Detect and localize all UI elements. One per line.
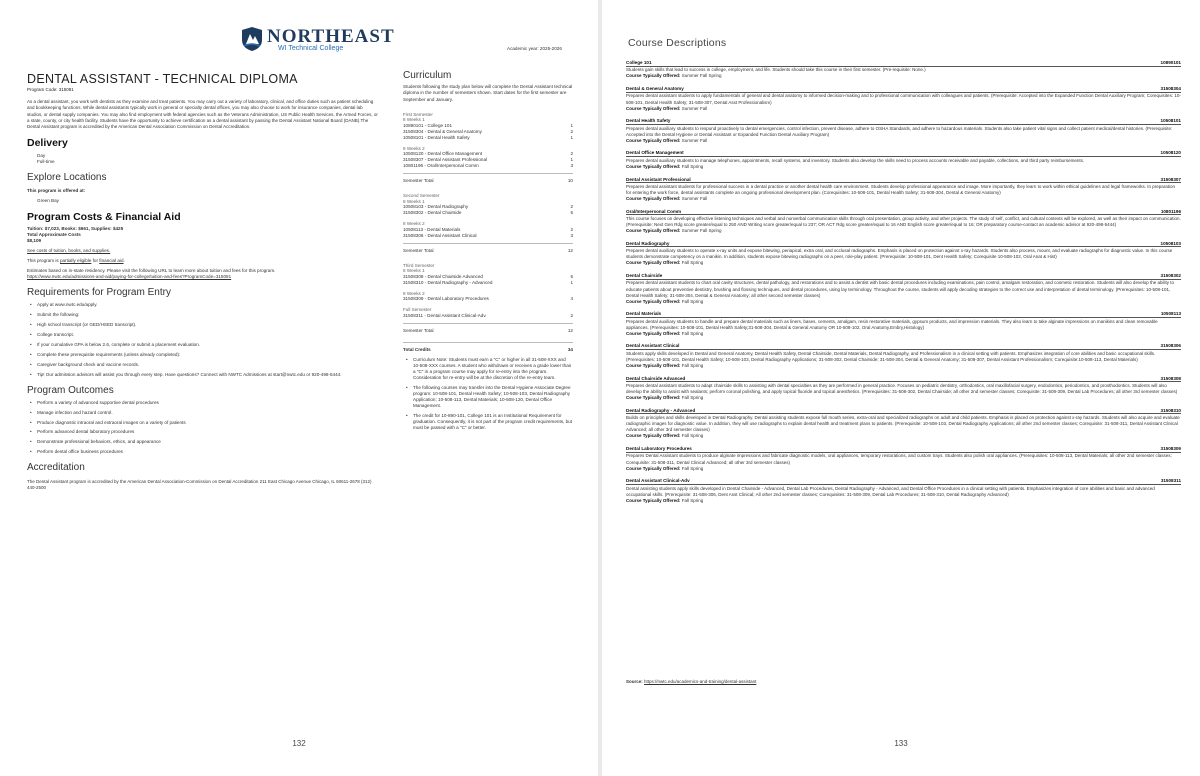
course-header: [626, 376, 1181, 383]
logo-emblem-icon: [240, 26, 264, 52]
partially-eligible-link[interactable]: partially eligible: [59, 258, 92, 264]
financial-aid-link[interactable]: financial aid: [99, 258, 124, 264]
course-offered: Course Typically Offered: Fall Spring: [626, 497, 704, 503]
tuition-url-link[interactable]: https://www.nwtc.edu/admissions-and-aid/paying-for-college/tuition-and-fees?ProgramCode=315081: [27, 274, 232, 280]
list-item: • Caregiver background check and vaccine records.: [27, 362, 379, 368]
course-description: Prepares dental auxiliary students to handle and prepare dental materials such as liners, bases, cements, amalgam, resin restorative materials, gypsum products, and impression materials. They also learn to take alginate impressions on manikins and clean removable appliances. (Prerequisites: 10-508-101, Dental Health Safety;31-508-304, Dental & General Anatomy OR 10-508-102, Oral Anatomy,Embry,Histology): [626, 318, 1158, 330]
course-header: [626, 241, 1181, 248]
course-entry: [626, 209, 1181, 235]
list-item: • Tip! Our admission advisors will assist you through every step. Have questions? Connect with NWTC Admissions at start@nwtc.edu or 920-498-5444.: [27, 372, 379, 378]
course-description: Prepares dental assistant students for professional success in a dental practice or another dental health care environment. Students develop professional appearance and image. More importantly, they learn to work within ethical guidelines and legal frameworks. In preparation for entering the work force, dental assistants complete an ongoing professional development plan. (Corequisites: 10-508-101, Dental Health Safety; 31-508-304, Dental & General Anatomy): [626, 183, 1175, 195]
source-line: Source: https://nwtc.edu/academics-and-training/dental-assistant: [626, 679, 757, 684]
semester-name: Second Semester: [403, 193, 440, 199]
locations-offered: This program is offered at:: [27, 188, 86, 194]
course-description: Prepares dental auxiliary students to manage telephones, appointments, recall systems, and inventory. Students also develop the skills need to process accounts receivable and payable, collections, and third party reimbursements.: [626, 157, 1085, 163]
course-offered: Course Typically Offered: Fall Spring: [626, 330, 704, 336]
course-header: [626, 343, 1181, 350]
week-label: 8 Weeks 2: [403, 221, 425, 227]
course-offered: Course Typically Offered: Fall Spring: [626, 298, 704, 304]
course-row: 10508120 - Dental Office Management 2: [403, 151, 573, 157]
course-offered: Course Typically Offered: Summer Fall: [626, 105, 708, 111]
list-item: • Curriculum Note: Students must earn a "C" or higher in all 31-508-XXX and 10-508-XXX courses. A student who withdraws or receives a grade lower than a "C" in a program course may apply for re-entry into the program. Consideration for re-entry will be at the discretion of the re-entry team.: [403, 357, 573, 381]
list-item: • If your cumulative GPA is below 2.6, complete or submit a placement evaluation.: [27, 342, 379, 348]
course-code: 10890101: [1160, 60, 1181, 65]
course-code: 10801196: [1160, 208, 1181, 214]
course-name: Dental Assistant Clinical: [626, 343, 680, 349]
week-label: 8 Weeks 2: [403, 145, 425, 151]
semester-total: Semester Total 12: [403, 323, 573, 334]
curriculum-heading: Curriculum: [403, 70, 452, 81]
week-label: Full Semester: [403, 307, 432, 313]
list-item: • Produce diagnostic intraoral and extraoral images on a variety of patients: [27, 420, 379, 426]
total-cost-value: $8,109: [27, 238, 42, 244]
curriculum-intro: Students following the study plan below will complete the Dental Assistant technical diploma in the number of semesters shown. Start dates for the first semester are September and January.: [403, 84, 573, 102]
costs-link[interactable]: See costs of tuition, books, and supplies.: [27, 248, 111, 254]
course-row: 10508101 - Dental Health Safety 1: [403, 134, 573, 140]
total-cost-label: Total Approximate Costs: [27, 232, 81, 238]
course-row: 31508304 - Dental & General Anatomy 2: [403, 128, 573, 134]
source-link[interactable]: https://nwtc.edu/academics-and-training/dental-assistant: [644, 679, 757, 684]
course-offered: Course Typically Offered: Summer Fall Spring: [626, 228, 722, 234]
course-header: [626, 311, 1181, 318]
course-entry: [626, 86, 1181, 112]
course-code: 10508113: [1160, 311, 1181, 317]
course-offered: Course Typically Offered: Fall Spring: [626, 395, 704, 401]
semester-name: First Semester: [403, 111, 433, 117]
program-info-column: [27, 72, 379, 491]
northeast-logo: [240, 26, 395, 56]
page-number: 132: [292, 739, 306, 748]
estimate-note: Estimates based on in-state residency. Please visit the following URL to learn more about tuition and fees for this program.: [27, 268, 276, 274]
course-header: [626, 177, 1181, 184]
course-row: 10890101 - College 101 1: [403, 122, 573, 128]
week-label: 8 Weeks 2: [403, 290, 425, 296]
course-header: [626, 209, 1181, 216]
course-entry: [626, 343, 1181, 369]
semester-first: [403, 112, 573, 185]
course-header: [626, 118, 1181, 125]
course-description: Prepares dental assistant students to adapt chairside skills to assisting with dental specialties as they are performed in general practice. Focuses on pediatric dentistry, orthodontics, oral maxillofacial surgery, endodontics, periodontics, and prosthodontics. Students will also develop the ability to assist with sealants; perform coronal polishing, and apply topical fluoride and topical anesthetics. (Prerequisites: 31-508-302, Dental Chairside; all other 2nd semester classes; Corequisite: 31-508-309, Dental Lab Procedures; all other 3rd semester classes): [626, 383, 1178, 395]
course-code: 10508101: [1160, 118, 1181, 124]
requirements-heading: Requirements for Program Entry: [27, 287, 171, 299]
course-header: [626, 150, 1181, 157]
course-code: 31508311: [1160, 478, 1181, 484]
course-name: Dental Materials: [626, 311, 662, 317]
course-code: 31508310: [1160, 407, 1181, 413]
course-description: Prepares dental auxiliary students to respond proactively to dental emergencies, control infection, prevent disease, adhere to OSHA Standards, and adhere to hazardous materials. Students also take patient vital signs and collect patient medical/dental histories. (Prerequisite: Accepted into the Dental Hygiene or Dental Assistant or Expanded Function Dental Auxiliary Program): [626, 125, 1173, 137]
course-description: Prepares dental assistant students to chart oral cavity structures, dental pathology, and restorations and to assist a dentist with basic dental procedures including examinations, pain control, amalgam restoration, and cosmetic restoration. Students will also develop the ability to educate patients about preventive dentistry, brushing and flossing techniques, and dental procedures, using lay terminology. Throughout the course, students will apply decoding strategies to the correct use and interpretation of dental terminology. (Prerequisites: 10-508-101, Dental Health Safety; 31-508-304, Dental & General Anatomy; all other second semester classes): [626, 280, 1174, 298]
course-name: College 101: [626, 60, 652, 65]
course-name: Dental Radiography - Advanced: [626, 407, 696, 413]
course-offered: Course Typically Offered: Summer Fall Spring: [626, 73, 722, 79]
list-item: • Perform advanced dental laboratory procedures: [27, 429, 379, 435]
curriculum-column: [403, 70, 573, 435]
semester-total: Semester Total 10: [403, 173, 573, 184]
course-header: [626, 408, 1181, 415]
list-item: • Complete these prerequisite requirements (unless already completed):: [27, 352, 379, 358]
course-code: 31508307: [1160, 176, 1181, 182]
delivery-heading: Delivery: [27, 137, 68, 150]
course-row: 31508309 - Dental Laboratory Procedures 4: [403, 296, 573, 302]
delivery-item: Day: [37, 153, 46, 159]
course-row: 10508103 - Dental Radiography 2: [403, 204, 573, 210]
course-header: [626, 60, 1181, 67]
page-number: 133: [894, 739, 908, 748]
course-descriptions-heading: Course Descriptions: [628, 37, 727, 49]
course-entry: [626, 478, 1181, 504]
semester-total: Semester Total 12: [403, 243, 573, 254]
course-name: Dental Health Safety: [626, 118, 671, 124]
course-entry: [626, 273, 1181, 305]
course-row: 31508310 - Dental Radiography - Advanced 1: [403, 279, 573, 285]
course-offered: Course Typically Offered: Fall Spring: [626, 363, 704, 369]
costs-heading: Program Costs & Financial Aid: [27, 211, 181, 224]
course-name: Dental Office Management: [626, 150, 684, 156]
page-left: [0, 0, 598, 776]
list-item: • College transcript.: [27, 332, 379, 338]
course-entry: [626, 241, 1181, 267]
program-description: As a dental assistant, you work with dentists as they examine and treat patients. You may carry out a variety of laboratory, clinical, and office duties such as patient scheduling and bookkeeping functions. While dental assistants typically work in general or specialty dental offices, you may also choose to work for insurance companies, dental lab studios, or dental supply companies. You may also find employment with federal agencies such as the Veterans Administration, US Public Health Services, the Armed Forces, or a state, county, or city health facility. Students have the opportunity to achieve certification as a dental assistant by passing the Dental Assistant National Board (DANB).The Dental Assistant program is accredited by the American Dental Association Commission on Dental Accreditation.: [27, 99, 378, 130]
course-row: 31508308 - Dental Chairside Advanced 5: [403, 273, 573, 279]
delivery-list: [27, 153, 379, 165]
course-header: [626, 478, 1181, 485]
week-label: 8 Weeks 1: [403, 198, 425, 204]
outcomes-heading: Program Outcomes: [27, 384, 114, 396]
semester-second: [403, 193, 573, 254]
course-description: Students apply skills developed in Dental and General Anatomy, Dental Health Safety, Dental Chairside, Dental Materials, Dental Radiography, and Professionalism in a clinical setting with patients. Emphasizes integration of core abilities and basic occupational skills. (Prerequisites: 10-508-101, Dental Health Safety; 10-508-103, Dental Radiography Applications; 31-508-302, Dental Chairside; 31-508-304, Dental & General Anatomy; 31-508-307, Dental Assistant Professionalism; Corequisite:10-508-113, Dental Materials): [626, 350, 1156, 362]
course-offered: Course Typically Offered: Fall Spring: [626, 465, 704, 471]
course-code: 31508308: [1160, 375, 1181, 381]
course-name: Dental Assistant Clinical-Adv: [626, 478, 690, 484]
course-code: 31508302: [1160, 273, 1181, 279]
list-item: • Perform a variety of advanced supportive dental procedures: [27, 400, 379, 406]
course-code: 10508103: [1160, 240, 1181, 246]
week-label: 8 Weeks 1: [403, 117, 425, 123]
course-code: 31508304: [1160, 86, 1181, 92]
logo-subtitle: WI Technical College: [278, 45, 344, 52]
course-entry: [626, 60, 1181, 79]
course-entry: [626, 376, 1181, 402]
course-offered: Course Typically Offered: Fall Spring: [626, 433, 704, 439]
course-row: 10508113 - Dental Materials 2: [403, 226, 573, 232]
list-item: • Manage infection and hazard control.: [27, 410, 379, 416]
course-name: Dental Chairside: [626, 273, 663, 279]
course-offered: Course Typically Offered: Summer Fall: [626, 137, 708, 143]
semester-name: Third Semester: [403, 262, 435, 268]
outcomes-list: [27, 400, 379, 455]
program-code: Program Code: 315081: [27, 87, 74, 92]
course-code: 10508120: [1160, 150, 1181, 156]
course-row: 31508307 - Dental Assistant Professional 1: [403, 157, 573, 163]
course-entry: [626, 177, 1181, 203]
locations-heading: Explore Locations: [27, 172, 107, 184]
curriculum-notes: [403, 357, 573, 431]
course-row: 10801196 - Oral/Interpersonal Comm 3: [403, 163, 573, 169]
course-name: Oral/Interpersonal Comm: [626, 208, 682, 214]
accreditation-heading: Accreditation: [27, 462, 85, 474]
course-description: This course focuses on developing effective listening techniques and verbal and nonverbal communication skills through oral presentation, group activity, and other projects. The study of self, conflict, and cultural contexts will be explored, as well as their impact on communication. (Prerequisite: Next Gen Rdg score greater/equal to 250 AND Writing score greater/equal to 237; OR ACT Rdg score greater/equal to 16 AND English score greater/equal to 16; OR preparatory course-contact an academic advisor at 920-498-5444): [626, 216, 1181, 228]
course-list: [626, 60, 1181, 510]
location-item: Green Bay: [37, 198, 59, 204]
course-header: [626, 86, 1181, 93]
tuition-line: Tuition: $7,023, Books: $661, Supplies: $425: [27, 226, 124, 232]
list-item: • High school transcript (or GED/HSED transcript).: [27, 322, 379, 328]
course-entry: [626, 408, 1181, 440]
course-description: Prepares dental assistant students to apply fundamentals of general and dental anatomy to informed decision-making and to professional communication with colleagues and patients. (Prerequisite: Accepted into the Expanded Function Dental Auxiliary Program; Corequisites: 10-508-101, Dental Health Safety; 31-508-307, Dental Asst Professionalism): [626, 93, 1181, 105]
semester-third: [403, 263, 573, 334]
course-description: Students gain skills that lead to success in college, employment, and life. Students should take this course in their first semester. (Pre-requisite: None.): [626, 67, 926, 73]
academic-year: Academic year: 2025-2026: [507, 46, 562, 51]
course-header: [626, 446, 1181, 453]
course-entry: [626, 446, 1181, 472]
course-description: Prepares dental auxiliary students to operate x-ray units and expose bitewing, periapical, extra oral, and occlusal radiographs. Emphasis is placed on protection against x-ray hazards. Students also process, mount, and evaluate radiographs for diagnostic value. In this course students demonstrate competency on a manikin. In addition, students expose bitewing radiographs on a peer, role-play patient. (Prerequisite: 10-508-101, Dent Health Safety; Corequisite 10-508-102, Oral Anat & Hist): [626, 248, 1173, 260]
course-row: 31508302 - Dental Chairside 5: [403, 210, 573, 216]
course-code: 31508309: [1160, 446, 1181, 452]
course-offered: Course Typically Offered: Fall Spring: [626, 163, 704, 169]
course-description: Prepares Dental Assistant students to produce alginate impressions and fabricate diagnostic models, oral appliances, temporary restorations, and custom trays. Students also polish oral appliances. (Prerequisites: 10-508-113, Dental Materials; all other 2nd semester classes; Corequisite: 31-508-311, Dental Clinical Advanced; all other 3rd semester classes): [626, 453, 1172, 465]
course-entry: [626, 118, 1181, 144]
list-item: • Apply at www.nwtc.edu/apply.: [27, 302, 379, 308]
course-entry: [626, 311, 1181, 337]
aid-eligibility: This program is partially eligible for financial aid.: [27, 258, 125, 264]
accreditation-text: The Dental Assistant program is accredited by the American Dental Association-Commission on Dental Accreditation 211 East Chicago Avenue Chicago, IL 60611-2678 (312) 440-2500: [27, 479, 372, 491]
week-label: 8 Weeks 1: [403, 268, 425, 274]
course-name: Dental & General Anatomy: [626, 86, 684, 92]
course-code: 31508306: [1160, 343, 1181, 349]
course-name: Dental Chairside Advanced: [626, 375, 686, 381]
course-name: Dental Radiography: [626, 240, 670, 246]
page-right: [602, 0, 1200, 776]
course-row: 31508306 - Dental Assistant Clinical 3: [403, 232, 573, 238]
requirements-list: [27, 302, 379, 377]
course-entry: [626, 150, 1181, 169]
course-row: 31508311 - Dental Assistant Clinical-Adv. 2: [403, 312, 573, 318]
course-description: Dental assisting students apply skills developed in Dental Chairside - Advanced, Dental Lab Procedures, Dental Radiography - Advanced, and Dental Office Procedures in a clinical setting with patients. Emphasizes integration of core abilities and basic and advanced occupational skills. (Prerequisite: 31-508-306, Dent Asst Clinical; All other 2nd semester classes; Corequisites: 31-508-309, Dental Lab Procedures; 31-508-310, Dental Radiography Advanced): [626, 485, 1155, 497]
course-offered: Course Typically Offered: Fall Spring: [626, 260, 704, 266]
list-item: • Perform dental office business procedures: [27, 449, 379, 455]
list-item: • Submit the following:: [27, 312, 379, 318]
course-header: [626, 273, 1181, 280]
total-credits: Total Credits 34: [403, 342, 573, 353]
course-name: Dental Assistant Professional: [626, 176, 691, 182]
program-title: DENTAL ASSISTANT - TECHNICAL DIPLOMA: [27, 72, 298, 86]
list-item: • The credit for 10-890-101, College 101 is an Institutional Requirement for graduation. Consequently, it is not part of the program credit requirements, but must be passed with a "C" or better.: [403, 413, 573, 431]
list-item: • Demonstrate professional behaviors, ethics, and appearance: [27, 439, 379, 445]
course-offered: Course Typically Offered: Summer Fall: [626, 196, 708, 202]
list-item: • The following courses may transfer into the Dental Hygiene Associate Degree program: 10-508-101, Dental Health Safety; 10-508-103, Dental Radiography Application; 10-508-113, Dental Materials; 10-508-120, Dental Office Management.: [403, 385, 573, 409]
logo-name: NORTHEAST: [267, 26, 395, 47]
course-description: Builds on principles and skills developed in Dental Radiography. Dental assisting students expose full mouth series, extra-oral and specialized radiographs on adult and child patients. Emphasis is placed on protection against x-ray hazards. Students will also acquire and evaluate radiographic images for diagnostic value. In addition, they will use radiographs to explain dental health and treatment plans to patients. (Prerequisite: 10-508-103, Dental Radiography Applications; all other 2nd semester classes; Corequisite: 31-508-311, Dental Assistant Clinical Advanced; all other 3rd semester classes): [626, 415, 1180, 433]
delivery-item: Full-time: [37, 159, 55, 165]
course-name: Dental Laboratory Procedures: [626, 446, 692, 452]
